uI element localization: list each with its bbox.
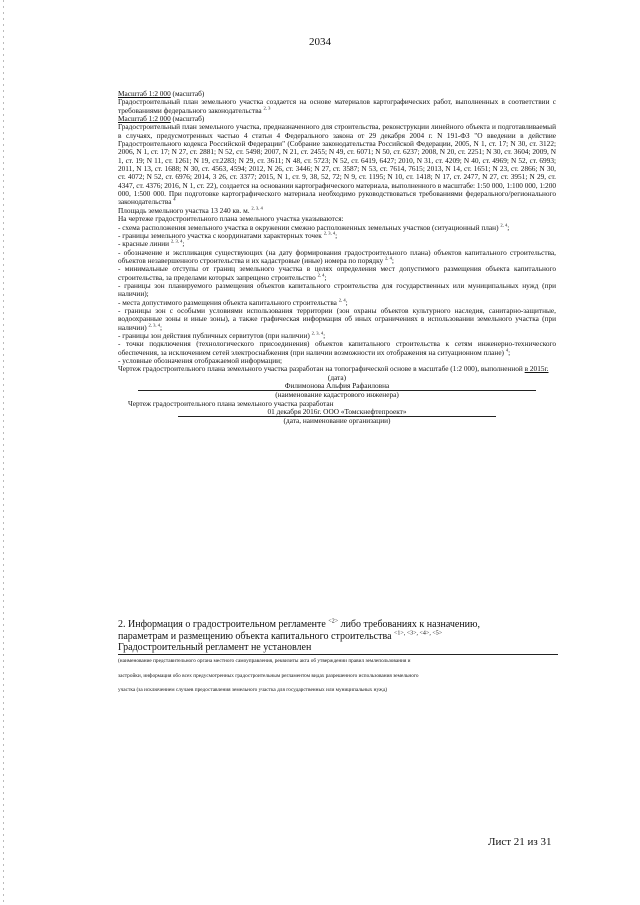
caption-line-2: застройки, информация обо всех предусмотренных градостроительным регламентом видах разрешенного использования земельного xyxy=(118,672,419,679)
date-caption: (дата) xyxy=(327,372,347,382)
engineer-name: Филимонова Альфия Рафаиловна xyxy=(138,382,536,391)
list-item-text: - схема расположения земельного участка в окружении смежно расположенных земельных участков (ситуационный план) xyxy=(118,222,499,232)
list-item-text: - границы зон действия публичных сервитутов (при наличии) xyxy=(118,330,310,340)
paragraph-2-footnote: 4 xyxy=(173,197,176,203)
section-2-heading-text-b: либо требованиях к назначению, xyxy=(338,619,481,630)
section-2-heading-line-2 xyxy=(118,631,558,643)
section-2-heading-text-c: параметрам и размещению объекта капитального строительства xyxy=(118,630,395,642)
paragraph-1-text: Градостроительный план земельного участка создается на основе материалов картографических работ, выполненных в соответствии с требованиями федерального законодательства xyxy=(118,97,556,115)
scale-label-2-suffix: (масштаб) xyxy=(170,114,205,124)
section-2-caption xyxy=(118,654,558,698)
section-2 xyxy=(118,619,558,655)
list-item-text: - точки подключения (технологического присоединения) объектов капитального строительства к сетям инженерно-технического обеспечения, за исключением сетей электроснабжения (при наличии возможности их отображения на ситуационном плане) xyxy=(118,339,556,357)
list-item-footnote: 4 xyxy=(505,347,509,353)
section-2-footnote-1: <2> xyxy=(328,618,339,625)
list-item: - границы зон действия публичных сервитутов (при наличии) $^{2, 3, 4}$; xyxy=(118,330,326,340)
list-item-text: - места допустимого размещения объекта капитального строительства xyxy=(118,297,337,307)
topo-year: в 2015г. xyxy=(524,364,549,374)
caption-line-3: участка (за исключением случаев предоставления земельного участка для государственных или муниципальных нужд) xyxy=(118,687,388,693)
area-text: Площадь земельного участка 13 240 кв. м. xyxy=(118,205,250,215)
section-2-footnote-2: <1>, <3>, <4>, <5> xyxy=(394,630,443,637)
list-item-footnote: 2, 4 xyxy=(385,255,392,261)
list-item-text: - границы зон планируемого размещения объектов капитального строительства для государственных или муниципальных нужд (при наличии); xyxy=(118,280,556,299)
regulation-status: Градостроительный регламент не установлен xyxy=(118,642,558,655)
paragraph-2-text: Градостроительный план земельного участка, предназначенного для строительства, реконструкции линейного объекта и подготавливаемый в случаях, предусмотренных частью 4 статьи 4 Федерального закона от 29 декабря 2004 г. N 191-ФЗ "О введении в действие Градостроительного кодекса Российской Федерации" (Собрание законодательства Российской Федерации, 2005, N 1, ст. 17; N 30, ст. 3122; 2006, N 1, ст. 17; N 27, ст. 2881; N 52, ст. 5498; 2007, N 21, ст. 2455; N 49, ст. 6071; N 50, ст. 6237; 2008, N 20, ст. 2251; N 30, ст. 3604; 2009, N 1, ст. 19; N 11, ст. 1261; N 19, ст.2283; N 29, ст. 3611; N 48, ст. 5723; N 52, ст. 6419, 6427; 2010, N 31, ст. 4209; N 40, ст. 4969; N 52, ст. 6993; 2011, N 13, ст. 1688; N 30, ст. 4563, 4594; 2012, N 26, ст. 3446; N 27, ст. 3587; N 53, ст. 7614, 7615; 2013, N 14, ст. 1651; N 23, ст. 2866; N 30, ст. 4072; N 52, ст. 6976; 2014, 3 26, ст. 3377; 2015, N 1, ст. 9, 38, 52, 72; N 9, ст. 1195; N 10, ст. 1418; N 17, ст. 2477, N 27, ст. 3951; N 29, ст. 4347, ст. 4376; 2016, N 1, ст. 22), создается на основании картографического материала, выполненного в масштабе: 1:50 000, 1:100 000, 1:200 000, 1:500 000. При подготовке картографического материала необходимо руководствоваться требованиями федерального/регионального законодательства xyxy=(118,122,556,207)
list-item-text: - красные линии xyxy=(118,239,170,249)
list-item: - схема расположения земельного участка в окружении смежно расположенных земельных участков (ситуационный план) $^{2, 4}$; xyxy=(118,222,510,232)
list-item-text: - условные обозначения отображаемой информации; xyxy=(118,356,283,365)
date-org-caption: (дата, наименование организации) xyxy=(283,416,391,426)
area-footnote: 2, 3, 4 xyxy=(251,205,263,211)
list-item-footnote: 2, 3, 4 xyxy=(311,330,324,336)
main-text-block xyxy=(118,90,556,426)
list-item-footnote: 2, 4 xyxy=(338,297,346,303)
list-item-text: - обозначение и экспликация существующих (на дату формирования градостроительного плана) объектов капитального строительства, объектов незавершенного строительства и их кадастровые (иные) номера по порядку xyxy=(118,247,556,265)
list-item-footnote: 2, 4 xyxy=(500,222,508,228)
list-item: - обозначение и экспликация существующих (на дату формирования градостроительного плана) объектов капитального строительства, объектов незавершенного строительства и их кадастровые (иные) номера по порядку $^{2, 4}$; xyxy=(118,247,556,265)
sheet-counter: Лист 21 из 31 xyxy=(488,836,552,848)
engineer-caption: (наименование кадастрового инженера) xyxy=(275,390,399,400)
developer-value: 01 декабря 2016г. ООО «Томскнефтепроект» xyxy=(178,408,496,417)
list-item: - границы зон с особыми условиями использования территории (зон охраны объектов культурного наследия, санитарно-защитные, водоохранные зоны и иные зоны), а также графическая информация об иных ограничениях в использовании земельного участка (при наличии) $^{2, 3, 4}$; xyxy=(118,305,556,332)
list-item: - точки подключения (технологического присоединения) объектов капитального строительства к сетям инженерно-технического обеспечения, за исключением сетей электроснабжения (при наличии возможности их отображения на ситуационном плане) $^4$; xyxy=(118,339,556,357)
caption-line-1: (наименование представительного органа местного самоуправления, реквизиты акта об утверждении правил землепользования и xyxy=(118,658,411,664)
page-number: 2034 xyxy=(309,36,331,48)
list-item: - минимальные отступы от границ земельного участка в целях определения мест допустимого размещения объекта капитального строительства, за пределами которых запрещено строительство $^{2, 4}$; xyxy=(118,264,556,282)
list-item-text: - границы зон с особыми условиями использования территории (зон охраны объектов культурного наследия, санитарно-защитные, водоохранные зоны и иные зоны), а также графическая информация об иных ограничениях в использовании земельного участка (при наличии) xyxy=(118,305,556,332)
paragraph-1 xyxy=(118,98,556,115)
list-item: - места допустимого размещения объекта капитального строительства $^{2, 4}$; xyxy=(118,297,348,307)
drawing-intro: На чертеже градостроительного плана земельного участка указываются: xyxy=(118,214,344,224)
developed-by-line: Чертеж градостроительного плана земельного участка разработан xyxy=(128,398,334,408)
paragraph-1-footnote: 2, 3 xyxy=(263,105,271,111)
topo-basis-text: Чертеж градостроительного плана земельного участка разработан на топографической основе в масштабе (1:2 000), выполненной xyxy=(118,364,525,374)
scan-edge-marks xyxy=(3,0,4,905)
list-item-footnote: 2, 3, 4 xyxy=(323,230,336,236)
paragraph-2 xyxy=(118,123,556,206)
scale-label-2: Масштаб 1:2 000 xyxy=(118,114,171,124)
list-item-text: - минимальные отступы от границ земельного участка в целях определения мест допустимого размещения объекта капитального строительства, за пределами которых запрещено строительство xyxy=(118,264,556,282)
list-item xyxy=(118,282,556,299)
list-item-footnote: 2, 3, 4 xyxy=(148,322,160,328)
list-item-footnote: 2, 3, 4 xyxy=(170,238,183,244)
list-item-text: - границы земельного участка с координатами характерных точек xyxy=(118,230,322,240)
scale-label-1-suffix: (масштаб) xyxy=(170,89,205,98)
list-item: - красные линии $^{2, 3, 4}$; xyxy=(118,238,185,249)
section-2-heading-line-1 xyxy=(118,619,558,631)
list-item-footnote: 2, 4 xyxy=(317,272,325,278)
scale-label-1: Масштаб 1:2 000 xyxy=(118,89,171,98)
section-2-heading-text-a: 2. Информация о градостроительном регламенте xyxy=(118,619,329,630)
list-item: - границы земельного участка с координатами характерных точек $^{2, 3, 4}$; xyxy=(118,230,338,240)
